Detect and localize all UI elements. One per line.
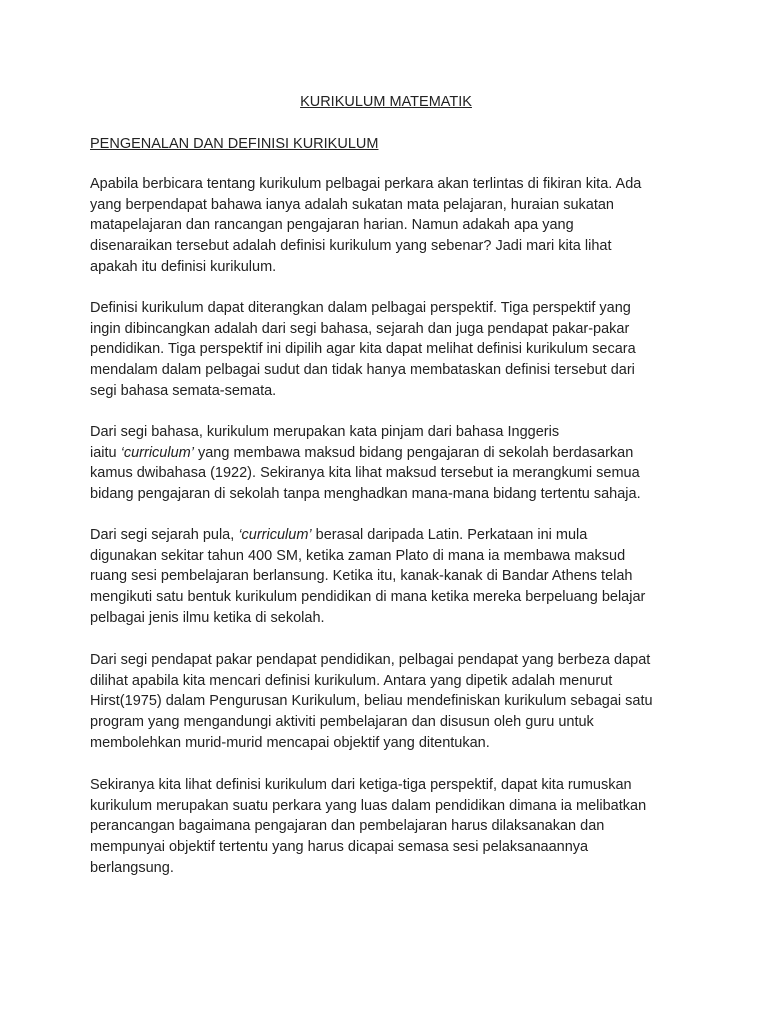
paragraph-line: disenaraikan tersebut adalah definisi kurikulum yang sebenar? Jadi mari kita lihat (90, 238, 612, 255)
paragraph-line: membolehkan murid-murid mencapai objektif yang ditentukan. (90, 734, 490, 751)
paragraph-line (90, 443, 682, 464)
paragraph-line: ingin dibincangkan adalah dari segi bahasa, sejarah dan juga pendapat pakar-pakar (90, 320, 630, 337)
paragraph-line: program yang mengandungi aktiviti pembelajaran dan disusun oleh guru untuk (90, 714, 594, 731)
paragraph-history (90, 525, 682, 629)
paragraph-line: matapelajaran dan rancangan pengajaran harian. Namun adakah apa yang (90, 217, 574, 234)
paragraph-line: kamus dwibahasa (1922). Sekiranya kita lihat maksud tersebut ia merangkumi semua (90, 465, 640, 482)
text-segment: iaitu (90, 444, 121, 461)
paragraph-line: berlangsung. (90, 859, 174, 876)
paragraph-line: Dari segi bahasa, kurikulum merupakan kata pinjam dari bahasa Inggeris (90, 424, 560, 440)
paragraph-line: dilihat apabila kita mencari definisi kurikulum. Antara yang dipetik adalah menurut (90, 672, 613, 689)
paragraph-line: mendalam dalam pelbagai sudut dan tidak hanya membataskan definisi tersebut dari (90, 362, 635, 379)
paragraph-line: Sekiranya kita lihat definisi kurikulum dari ketiga-tiga perspektif, dapat kita rumuskan (90, 777, 632, 793)
paragraph-line: digunakan sekitar tahun 400 SM, ketika zaman Plato di mana ia membawa maksud (90, 547, 626, 564)
paragraph-line: kurikulum merupakan suatu perkara yang luas dalam pendidikan dimana ia melibatkan (90, 797, 647, 814)
paragraph-language (90, 422, 682, 505)
paragraph-line: apakah itu definisi kurikulum. (90, 258, 277, 275)
paragraph-experts (90, 650, 682, 754)
text-segment: yang membawa maksud bidang pengajaran di sekolah berdasarkan (193, 444, 634, 461)
italic-term: ‘curriculum’ (120, 444, 194, 461)
paragraph-line: Definisi kurikulum dapat diterangkan dalam pelbagai perspektif. Tiga perspektif yang (90, 300, 631, 316)
paragraph-line: Hirst(1975) dalam Pengurusan Kurikulum, beliau mendefiniskan kurikulum sebagai satu (90, 693, 653, 710)
paragraph-line: pelbagai jenis ilmu ketika di sekolah. (90, 609, 325, 626)
paragraph-line: Dari segi pendapat pakar pendapat pendidikan, pelbagai pendapat yang berbeza dapat (90, 652, 651, 668)
section-heading: PENGENALAN DAN DEFINISI KURIKULUM (90, 136, 379, 152)
paragraph-line: pendidikan. Tiga perspektif ini dipilih agar kita dapat melihat definisi kurikulum secara (90, 341, 636, 358)
paragraph-line: yang berpendapat bahawa ianya adalah sukatan mata pelajaran, huraian sukatan (90, 196, 614, 213)
paragraph-line: Apabila berbicara tentang kurikulum pelbagai perkara akan terlintas di fikiran kita. Ada (90, 176, 642, 192)
text-segment: berasal daripada Latin. Perkataan ini mula (311, 527, 588, 543)
paragraph-perspectives (90, 298, 682, 402)
paragraph-line: mengikuti satu bentuk kurikulum pendidikan di mana ketika mereka berpeluang belajar (90, 589, 646, 606)
paragraph-line: ruang sesi pembelajaran berlansung. Ketika itu, kanak-kanak di Bandar Athens telah (90, 568, 633, 585)
paragraph-intro (90, 174, 682, 278)
paragraph-conclusion (90, 775, 682, 879)
paragraph-line: segi bahasa semata-semata. (90, 382, 277, 399)
italic-term: ‘curriculum’ (238, 527, 312, 543)
paragraph-line: perancangan bagaimana pengajaran dan pembelajaran harus dilaksanakan dan (90, 818, 605, 835)
text-segment: Dari segi sejarah pula, (90, 527, 239, 543)
paragraph-line: bidang pengajaran di sekolah tanpa menghadkan mana-mana bidang tertentu sahaja. (90, 486, 641, 503)
document-title: KURIKULUM MATEMATIK (300, 94, 472, 110)
paragraph-line (90, 525, 682, 546)
paragraph-line: mempunyai objektif tertentu yang harus dicapai semasa sesi pelaksanaannya (90, 839, 589, 856)
